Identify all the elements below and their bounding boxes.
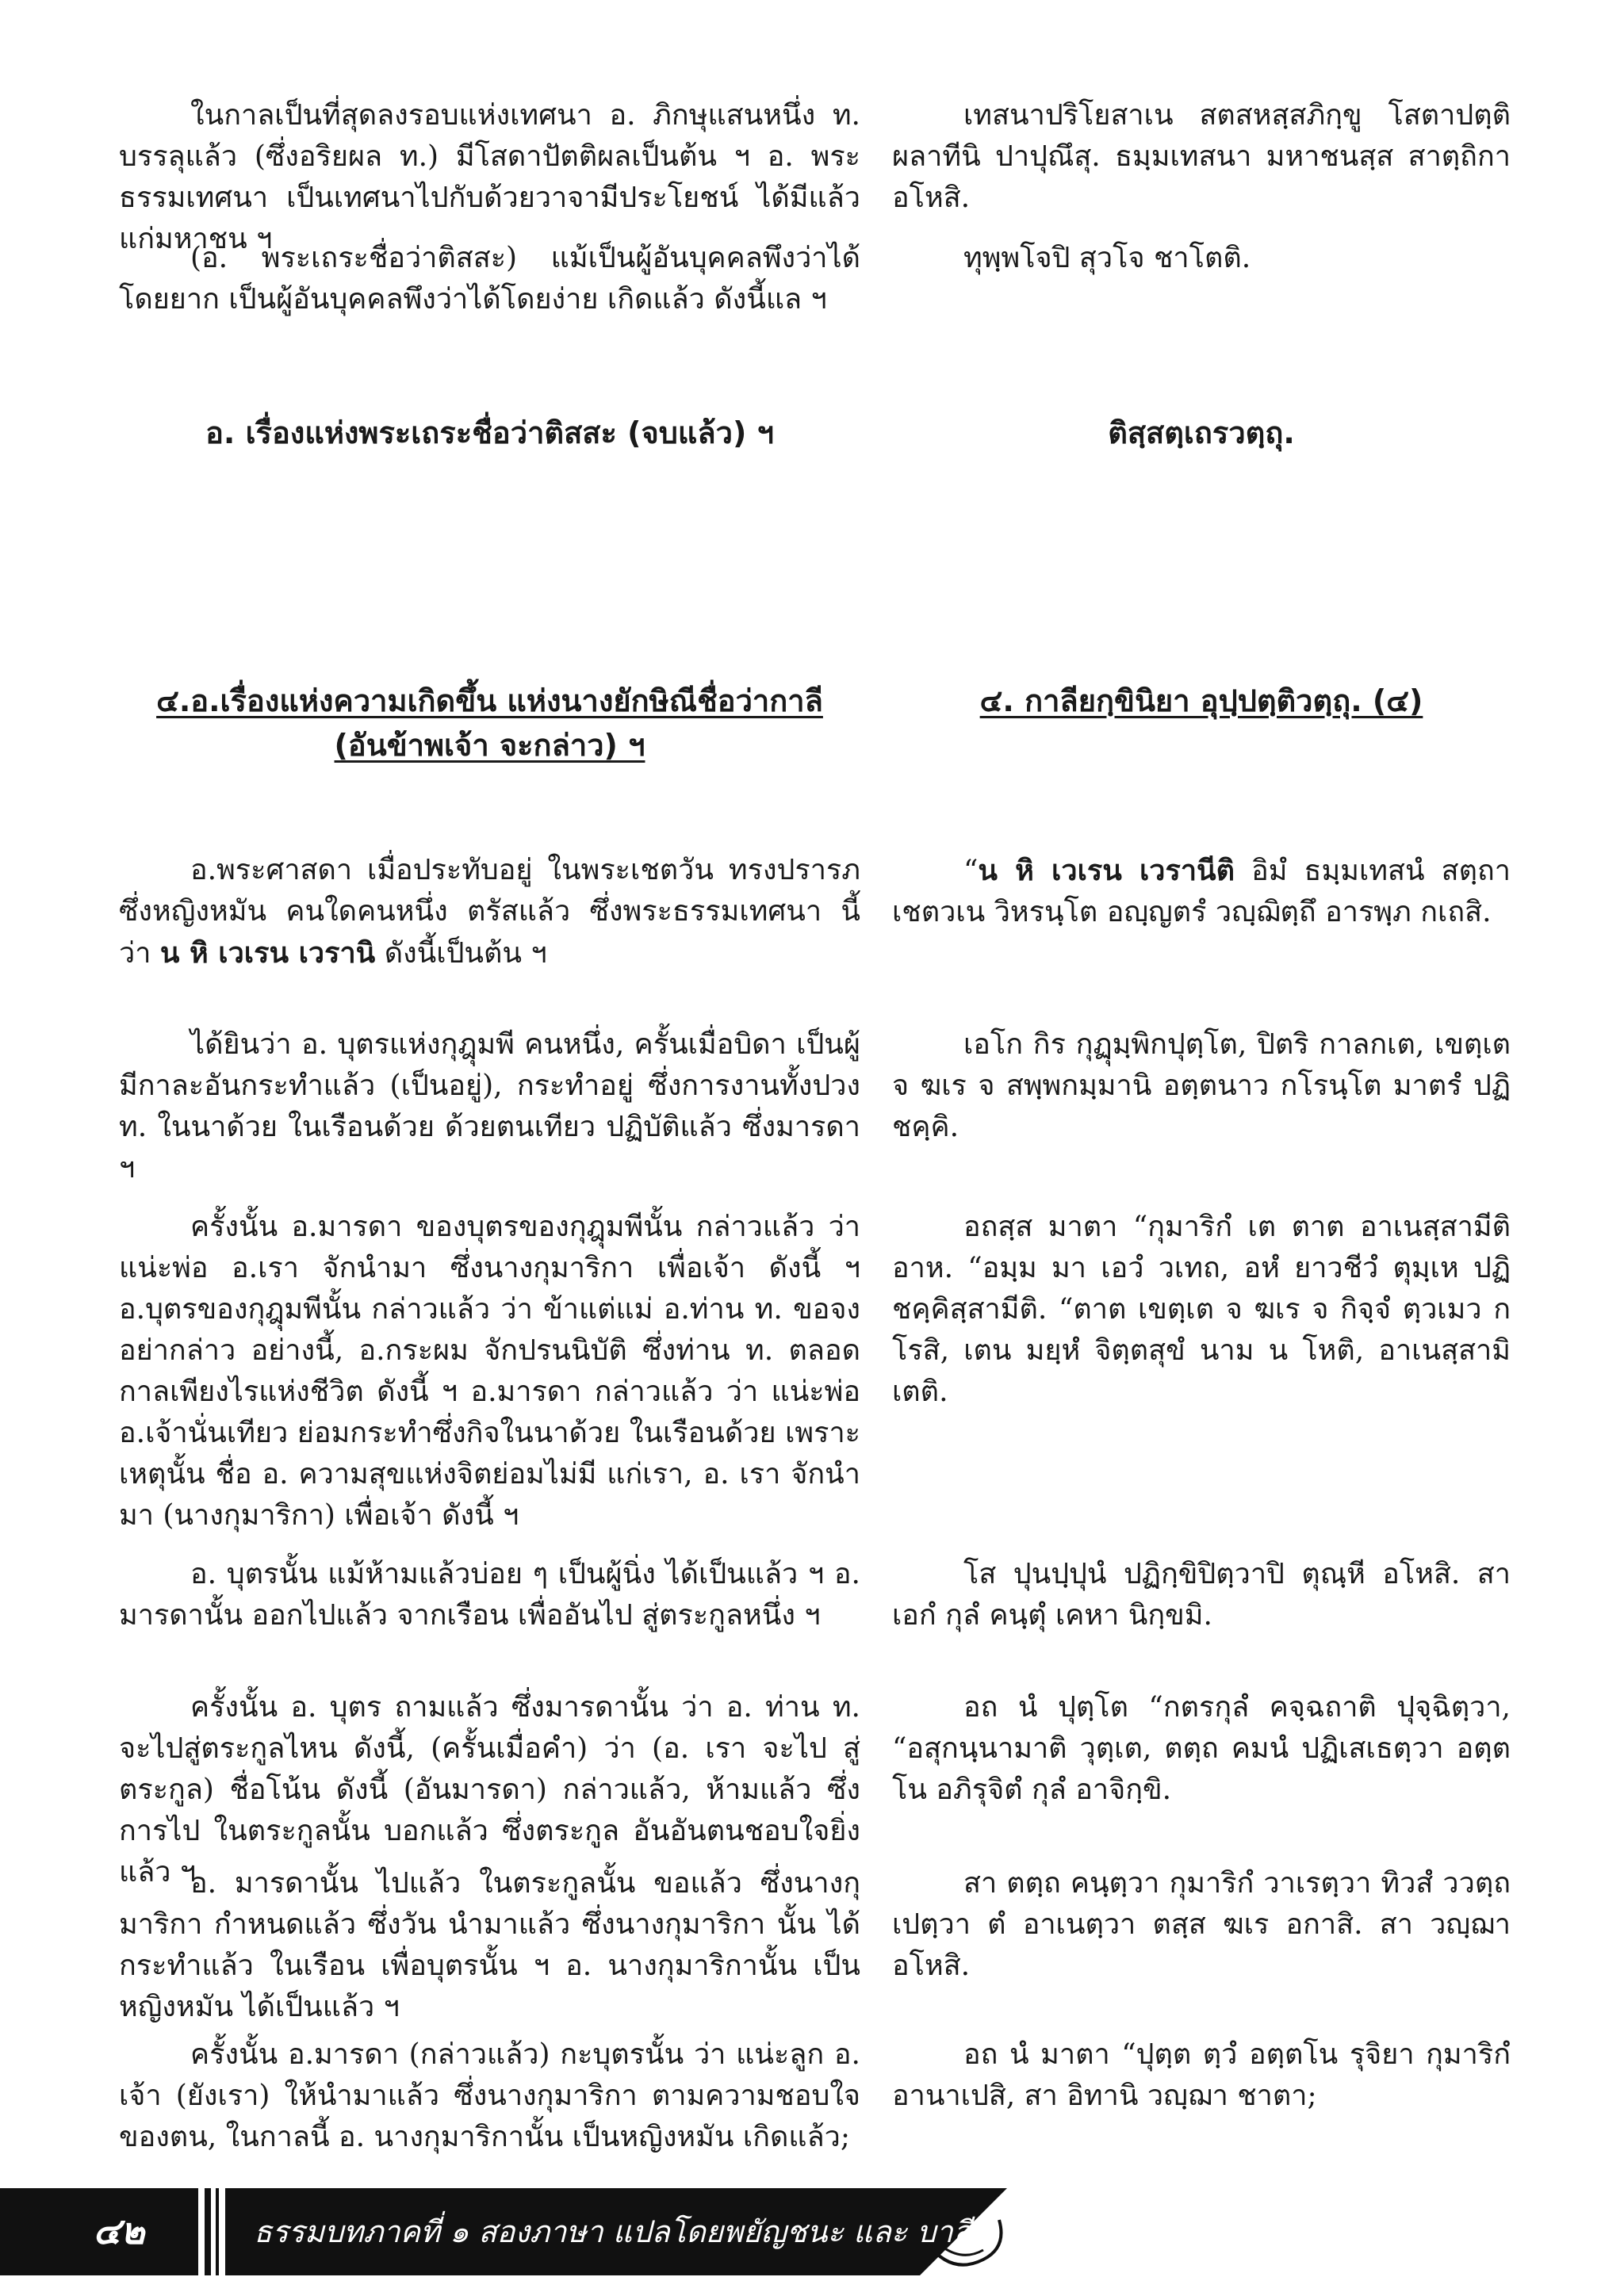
right-p3-text-c: อิมํ ธมฺมเทสนํ สตฺถา เชตวเน วิหรนฺโต อญฺญตรํ วญฺฌิตฺถึ อารพฺภ กเถสิ.	[892, 855, 1511, 928]
right-paragraph-7: อถ นํ ปุตฺโต “กตรกุลํ คจฺฉถาติ ปุจฺฉิตฺวา, “อสุกนฺนามาติ วุตฺเต, ตตฺถ คมนํ ปฏิเสเธตฺวา อตฺตโน อภิรุจิตํ กุลํ อาจิกฺขิ.	[892, 1691, 1511, 1806]
left-paragraph-4: ได้ยินว่า อ. บุตรแห่งกุฎุมพี คนหนึ่ง, ครั้นเมื่อบิดา เป็นผู้มีกาละอันกระทำแล้ว (เป็นอยู่), กระทำอยู่ ซึ่งการงานทั้งปวง ท. ในนาด้วย ในเรือนด้วย ด้วยตนเทียว ปฏิบัติแล้ว ซึ่งมารดา ฯ	[119, 1028, 860, 1184]
right-paragraph-8: สา ตตฺถ คนฺตฺวา กุมาริกํ วาเรตฺวา ทิวสํ ววตฺถเปตฺวา ตํ อาเนตฺวา ตสฺส ฆเร อกาสิ. สา วญฺฌา อโหสิ.	[892, 1867, 1511, 1982]
right-p3-quote: “	[963, 855, 979, 887]
page-footer	[0, 2188, 1015, 2275]
right-paragraph-1: เทสนาปริโยสาเน สตสหสฺสภิกฺขู โสตาปตฺติผลาทีนิ ปาปุณึสุ. ธมฺมเทสนา มหาชนสฺส สาตฺถิกา อโหสิ.	[892, 99, 1511, 214]
right-paragraph-6: โส ปุนปฺปุนํ ปฏิกฺขิปิตฺวาปิ ตุณฺหี อโหสิ. สา เอกํ กุลํ คนฺตุํ เคหา นิกฺขมิ.	[892, 1558, 1511, 1632]
right-p3-verse: น หิ เวเรน เวรานีติ	[978, 854, 1235, 887]
left-paragraph-3	[119, 850, 860, 974]
left-paragraph-2: (อ. พระเถระชื่อว่าติสสะ) แม้เป็นผู้อันบุคคลพึงว่าได้โดยยาก เป็นผู้อันบุคคลพึงว่าได้โดยง่าย เกิดแล้ว ดังนี้แล ฯ	[119, 242, 860, 316]
right-paragraph-2: ทุพฺพโจปิ สุวโจ ชาโตติ.	[963, 242, 1251, 274]
left-paragraph-6: อ. บุตรนั้น แม้ห้ามแล้วบ่อย ๆ เป็นผู้นิ่ง ได้เป็นแล้ว ฯ อ. มารดานั้น ออกไปแล้ว จากเรือน เพื่ออันไป สู่ตระกูลหนึ่ง ฯ	[119, 1558, 860, 1632]
right-paragraph-4: เอโก กิร กุฏุมฺพิกปุตฺโต, ปิตริ กาลกเต, เขตฺเต จ ฆเร จ สพฺพกมฺมานิ อตฺตนาว กโรนฺโต มาตรํ ปฏิชคฺคิ.	[892, 1028, 1511, 1143]
right-paragraph-9: อถ นํ มาตา “ปุตฺต ตฺวํ อตฺตโน รุจิยา กุมาริกํ อานาเปสิ, สา อิทานิ วญฺฌา ชาตา;	[892, 2038, 1511, 2112]
left-p3-verse: น หิ เวเรน เวรานิ	[159, 936, 376, 970]
left-paragraph-8: อ. มารดานั้น ไปแล้ว ในตระกูลนั้น ขอแล้ว ซึ่งนางกุมาริกา กำหนดแล้ว ซึ่งวัน นำมาแล้ว ซึ่งนางกุมาริกา นั้น ได้กระทำแล้ว ในเรือน เพื่อบุตรนั้น ฯ อ. นางกุมาริกานั้น เป็นหญิงหมัน ได้เป็นแล้ว ฯ	[119, 1867, 860, 2023]
right-paragraph-5: อถสฺส มาตา “กุมาริกํ เต ตาต อาเนสฺสามีติ อาห. “อมฺม มา เอวํ วเทถ, อหํ ยาวชีวํ ตุมฺเห ปฏิชคฺคิสฺสามีติ. “ตาต เขตฺเต จ ฆเร จ กิจฺจํ ตฺวเมว กโรสิ, เตน มยฺหํ จิตฺตสุขํ นาม น โหติ, อาเนสฺสามิ เตติ.	[892, 1211, 1511, 1408]
left-paragraph-9: ครั้งนั้น อ.มารดา (กล่าวแล้ว) กะบุตรนั้น ว่า แน่ะลูก อ. เจ้า (ยังเรา) ให้นำมาแล้ว ซึ่งนางกุมาริกา ตามความชอบใจ ของตน, ในกาลนี้ อ. นางกุมาริกานั้น เป็นหญิงหมัน เกิดแล้ว;	[119, 2038, 860, 2153]
left-paragraph-5: ครั้งนั้น อ.มารดา ของบุตรของกุฎุมพีนั้น กล่าวแล้ว ว่า แน่ะพ่อ อ.เรา จักนำมา ซึ่งนางกุมาริกา เพื่อเจ้า ดังนี้ ฯ อ.บุตรของกุฎุมพีนั้น กล่าวแล้ว ว่า ข้าแต่แม่ อ.ท่าน ท. ขอจงอย่ากล่าว อย่างนี้, อ.กระผม จักปรนนิบัติ ซึ่งท่าน ท. ตลอดกาลเพียงไรแห่งชีวิต ดังนี้ ฯ อ.มารดา กล่าวแล้ว ว่า แน่ะพ่อ อ.เจ้านั่นเทียว ย่อมกระทำซึ่งกิจในนาด้วย ในเรือนด้วย เพราะเหตุนั้น ชื่อ อ. ความสุขแห่งจิตย่อมไม่มี แก่เรา, อ. เรา จักนำมา (นางกุมาริกา) เพื่อเจ้า ดังนี้ ฯ	[119, 1211, 860, 1532]
left-p3-text-c: ดังนี้เป็นต้น ฯ	[375, 937, 547, 970]
right-heading-kali-story: ๔. กาลียกฺขินิยา อุปฺปตฺติวตฺถุ. (๔)	[979, 683, 1423, 718]
left-heading-kali-story: ๔.อ.เรื่องแห่งความเกิดขึ้น แห่งนางยักษิณีชื่อว่ากาลี (อันข้าพเจ้า จะกล่าว) ฯ	[156, 683, 823, 763]
left-paragraph-1: ในกาลเป็นที่สุดลงรอบแห่งเทศนา อ. ภิกษุแสนหนึ่ง ท. บรรลุแล้ว (ซึ่งอริยผล ท.) มีโสดาปัตติผลเป็นต้น ฯ อ. พระธรรมเทศนา เป็นเทศนาไปกับด้วยวาจามีประโยชน์ ได้มีแล้ว แก่มหาชน ฯ	[119, 99, 860, 255]
right-heading-story-end: ติสฺสตฺเถรวตฺถุ.	[1108, 415, 1295, 450]
right-paragraph-3	[892, 850, 1511, 933]
left-heading-story-end: อ. เรื่องแห่งพระเถระชื่อว่าติสสะ (จบแล้ว) ฯ	[205, 415, 774, 450]
footer-book-title: ธรรมบทภาคที่ ๑ สองภาษา แปลโดยพยัญชนะ และ บาลี	[254, 2214, 972, 2249]
left-paragraph-7: ครั้งนั้น อ. บุตร ถามแล้ว ซึ่งมารดานั้น ว่า อ. ท่าน ท. จะไปสู่ตระกูลไหน ดังนี้, (ครั้นเมื่อคำ) ว่า (อ. เรา จะไป สู่ตระกูล) ชื่อโน้น ดังนี้ (อันมารดา) กล่าวแล้ว, ห้ามแล้ว ซึ่งการไป ในตระกูลนั้น บอกแล้ว ซึ่งตระกูล อันอันตนชอบใจยิ่งแล้ว ฯ	[119, 1691, 860, 1888]
left-p3-text-a: อ.พระศาสดา เมื่อประทับอยู่ ในพระเชตวัน ทรงปรารภซึ่งหญิงหมัน คนใดคนหนึ่ง ตรัสแล้ว ซึ่งพระธรรมเทศนา นี้ ว่า	[119, 854, 860, 970]
page-number: ๔๒	[93, 2210, 145, 2252]
